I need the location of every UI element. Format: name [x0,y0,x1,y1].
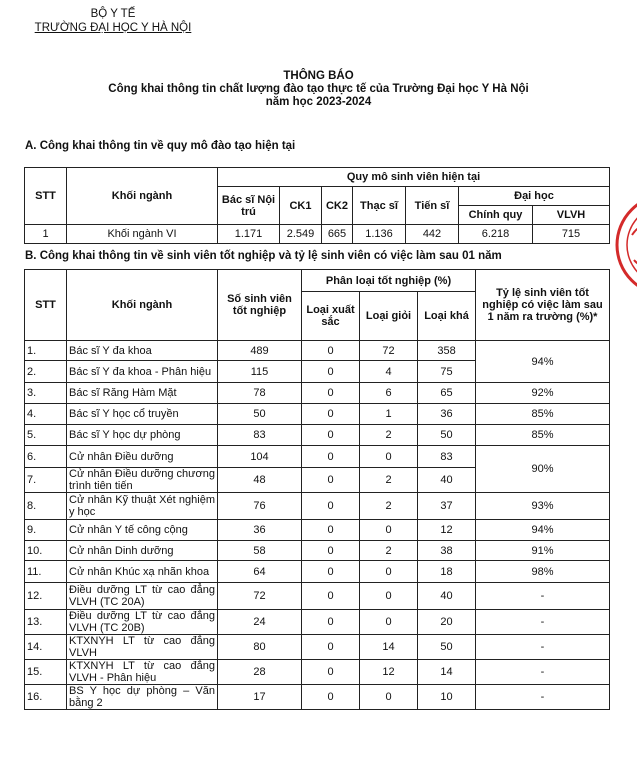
cell-excellent: 0 [302,468,360,493]
cell-stt: 4. [25,404,67,425]
cell-employment-rate: 92% [476,383,610,404]
notice-block [0,70,637,109]
header-field: Khối ngành [67,168,218,225]
cell-good: 6 [360,383,418,404]
header-stt: STT [25,168,67,225]
cell-field: KTXNYH LT từ cao đẳng VLVH - Phân hiệu [67,660,218,685]
cell-fair: 50 [418,425,476,446]
cell-field: Cử nhân Điều dưỡng chương trình tiên tiến [67,468,218,493]
cell-fair: 40 [418,468,476,493]
cell-vlvh: 715 [533,225,610,244]
cell-graduates: 115 [218,361,302,383]
table-row [25,225,610,244]
cell-field: Bác sĩ Y đa khoa - Phân hiệu [67,361,218,383]
cell-good: 72 [360,341,418,361]
cell-regular: 6.218 [459,225,533,244]
cell-good: 14 [360,635,418,660]
cell-field: BS Y học dự phòng – Văn bằng 2 [67,685,218,710]
cell-graduates: 64 [218,561,302,583]
cell-fair: 20 [418,610,476,635]
cell-graduates: 24 [218,610,302,635]
cell-field: Cử nhân Điều dưỡng [67,446,218,468]
cell-employment-rate: 94% [476,341,610,383]
graduates-table-body [25,341,610,710]
cell-field: Bác sĩ Răng Hàm Mặt [67,383,218,404]
cell-graduates: 28 [218,660,302,685]
document-header [28,8,198,35]
cell-good: 2 [360,493,418,520]
header-excellent: Loại xuất sắc [302,292,360,341]
cell-graduates: 58 [218,541,302,561]
header-phd: Tiến sĩ [406,187,459,225]
cell-fair: 38 [418,541,476,561]
cell-field: Bác sĩ Y đa khoa [67,341,218,361]
header-fair: Loại khá [418,292,476,341]
cell-stt: 5. [25,425,67,446]
cell-good: 2 [360,468,418,493]
cell-employment-rate: 90% [476,446,610,493]
header-vlvh: VLVH [533,206,610,225]
header-graduates: Số sinh viên tốt nghiệp [218,270,302,341]
cell-field: Điều dưỡng LT từ cao đẳng VLVH (TC 20B) [67,610,218,635]
cell-employment-rate: 91% [476,541,610,561]
header-field: Khối ngành [67,270,218,341]
cell-stt: 16. [25,685,67,710]
cell-good: 0 [360,685,418,710]
cell-excellent: 0 [302,361,360,383]
cell-fair: 358 [418,341,476,361]
cell-field: Điều dưỡng LT từ cao đẳng VLVH (TC 20A) [67,583,218,610]
header-regular: Chính quy [459,206,533,225]
table-row [25,685,610,710]
cell-employment-rate: - [476,583,610,610]
table-row [25,610,610,635]
table-row [25,541,610,561]
cell-good: 0 [360,446,418,468]
cell-fair: 14 [418,660,476,685]
header-university: Đại học [459,187,610,206]
table-row [25,341,610,361]
notice-title: THÔNG BÁO [283,70,354,82]
cell-excellent: 0 [302,583,360,610]
cell-fair: 40 [418,583,476,610]
header-current-scale: Quy mô sinh viên hiện tại [218,168,610,187]
cell-field: Khối ngành VI [67,225,218,244]
cell-good: 0 [360,610,418,635]
cell-graduates: 48 [218,468,302,493]
cell-fair: 12 [418,520,476,541]
cell-good: 12 [360,660,418,685]
cell-good: 1 [360,404,418,425]
cell-fair: 37 [418,493,476,520]
cell-good: 2 [360,541,418,561]
cell-excellent: 0 [302,383,360,404]
table-row [25,583,610,610]
cell-stt: 13. [25,610,67,635]
cell-graduates: 72 [218,583,302,610]
cell-fair: 83 [418,446,476,468]
cell-fair: 10 [418,685,476,710]
cell-excellent: 0 [302,446,360,468]
cell-excellent: 0 [302,493,360,520]
cell-stt: 7. [25,468,67,493]
header-good: Loại giỏi [360,292,418,341]
cell-excellent: 0 [302,635,360,660]
cell-stt: 12. [25,583,67,610]
cell-graduates: 80 [218,635,302,660]
cell-excellent: 0 [302,341,360,361]
cell-good: 2 [360,425,418,446]
cell-phd: 442 [406,225,459,244]
cell-excellent: 0 [302,660,360,685]
cell-graduates: 17 [218,685,302,710]
cell-fair: 75 [418,361,476,383]
cell-employment-rate: 85% [476,425,610,446]
cell-stt: 1 [25,225,67,244]
cell-field: Cử nhân Y tế công cộng [67,520,218,541]
cell-fair: 65 [418,383,476,404]
cell-graduates: 104 [218,446,302,468]
cell-fair: 18 [418,561,476,583]
cell-employment-rate: 85% [476,404,610,425]
header-classification: Phân loại tốt nghiệp (%) [302,270,476,292]
cell-field: Cử nhân Dinh dưỡng [67,541,218,561]
table-row [25,561,610,583]
ministry-name: BỘ Y TẾ [90,8,136,20]
cell-field: Cử nhân Khúc xạ nhãn khoa [67,561,218,583]
cell-excellent: 0 [302,610,360,635]
cell-stt: 9. [25,520,67,541]
cell-graduates: 489 [218,341,302,361]
table-row [25,383,610,404]
cell-stt: 10. [25,541,67,561]
cell-excellent: 0 [302,541,360,561]
section-a-heading: A. Công khai thông tin về quy mô đào tạo hiện tại [25,140,296,152]
cell-excellent: 0 [302,404,360,425]
cell-employment-rate: 94% [476,520,610,541]
header-stt: STT [25,270,67,341]
cell-employment-rate: - [476,685,610,710]
cell-stt: 1. [25,341,67,361]
cell-good: 0 [360,561,418,583]
cell-ck2: 665 [322,225,353,244]
cell-excellent: 0 [302,685,360,710]
cell-stt: 3. [25,383,67,404]
cell-field: Bác sĩ Y học cổ truyền [67,404,218,425]
cell-excellent: 0 [302,520,360,541]
table-row [25,425,610,446]
notice-subtitle: Công khai thông tin chất lượng đào tạo thực tế của Trường Đại học Y Hà Nội [108,83,529,95]
cell-master: 1.136 [353,225,406,244]
cell-stt: 8. [25,493,67,520]
cell-fair: 50 [418,635,476,660]
cell-good: 4 [360,361,418,383]
cell-good: 0 [360,583,418,610]
cell-field: Bác sĩ Y học dự phòng [67,425,218,446]
header-ck2: CK2 [322,187,353,225]
cell-graduates: 36 [218,520,302,541]
header-master: Thạc sĩ [353,187,406,225]
header-resident: Bác sĩ Nội trú [218,187,280,225]
cell-employment-rate: - [476,635,610,660]
cell-graduates: 50 [218,404,302,425]
table-row [25,446,610,468]
cell-graduates: 76 [218,493,302,520]
cell-excellent: 0 [302,561,360,583]
cell-stt: 11. [25,561,67,583]
table-row [25,404,610,425]
cell-stt: 6. [25,446,67,468]
cell-stt: 15. [25,660,67,685]
cell-employment-rate: 98% [476,561,610,583]
cell-graduates: 78 [218,383,302,404]
cell-employment-rate: 93% [476,493,610,520]
university-name: TRƯỜNG ĐẠI HỌC Y HÀ NỘI [34,22,192,34]
cell-graduates: 83 [218,425,302,446]
section-b-heading: B. Công khai thông tin về sinh viên tốt nghiệp và tỷ lệ sinh viên có việc làm sau 01 năm [25,250,502,262]
cell-ck1: 2.549 [280,225,322,244]
graduates-table [24,269,610,710]
notice-year: năm học 2023-2024 [265,96,372,108]
cell-excellent: 0 [302,425,360,446]
cell-employment-rate: - [476,610,610,635]
scale-table [24,167,610,244]
cell-stt: 14. [25,635,67,660]
header-ck1: CK1 [280,187,322,225]
table-row [25,660,610,685]
cell-fair: 36 [418,404,476,425]
cell-field: Cử nhân Kỹ thuật Xét nghiệm y học [67,493,218,520]
cell-field: KTXNYH LT từ cao đẳng VLVH [67,635,218,660]
cell-resident: 1.171 [218,225,280,244]
official-stamp [612,190,637,300]
cell-good: 0 [360,520,418,541]
table-row [25,520,610,541]
cell-employment-rate: - [476,660,610,685]
table-row [25,635,610,660]
table-row [25,493,610,520]
header-employment: Tỷ lệ sinh viên tốt nghiệp có việc làm sau 1 năm ra trường (%)* [476,270,610,341]
cell-stt: 2. [25,361,67,383]
